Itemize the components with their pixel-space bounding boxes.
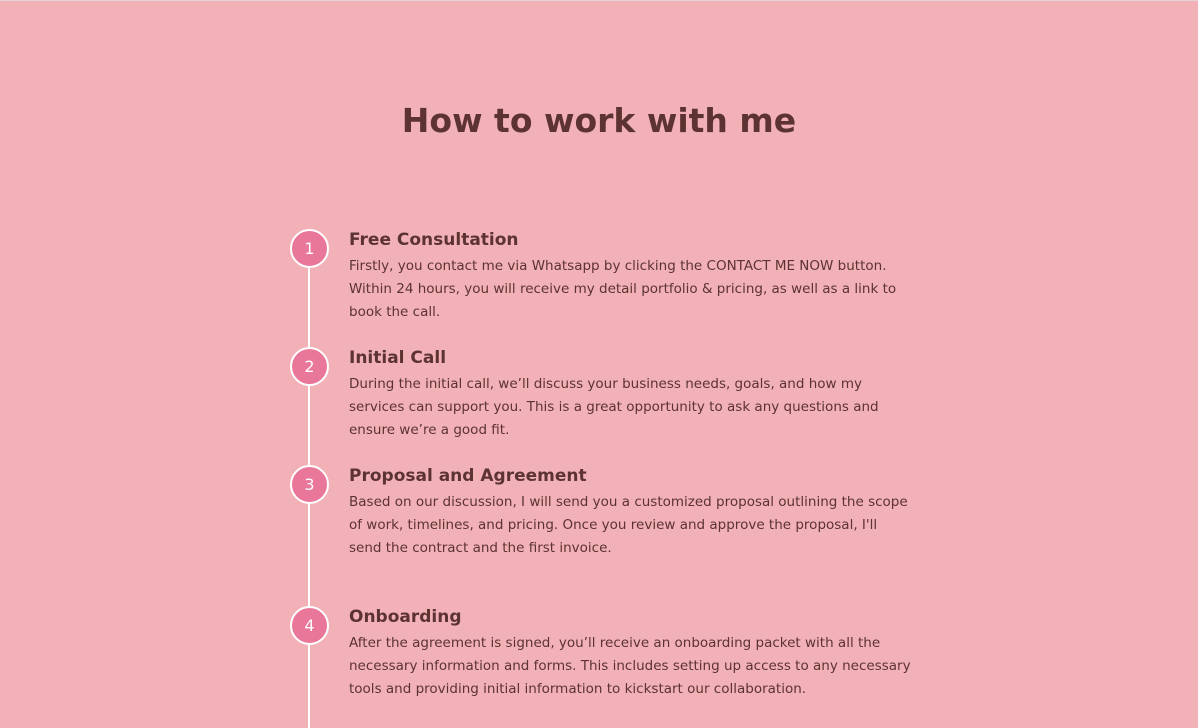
step-description: After the agreement is signed, you’ll receive an onboarding packet with all the necessary information and forms. This includes setting up access to any necessary tools and providing initial information to kickstart our collaboration.	[349, 635, 911, 697]
step-title: Free Consultation	[349, 230, 519, 250]
step-number-badge: 2	[290, 347, 329, 386]
step-number-badge: 1	[290, 229, 329, 268]
section-title: How to work with me	[401, 101, 797, 140]
step-number-badge: 3	[290, 465, 329, 504]
step-content	[349, 229, 911, 323]
step-description: During the initial call, we’ll discuss your business needs, goals, and how my services can support you. This is a great opportunity to ask any questions and ensure we’re a good fit.	[349, 376, 879, 438]
step-description: Firstly, you contact me via Whatsapp by clicking the CONTACT ME NOW button. Within 24 hours, you will receive my detail portfolio & pricing, as well as a link to book the call.	[349, 258, 897, 320]
step-content	[349, 465, 911, 559]
step-title: Onboarding	[349, 607, 462, 627]
step-title: Proposal and Agreement	[349, 466, 587, 486]
step-number-badge: 4	[290, 606, 329, 645]
step-content	[349, 606, 911, 700]
step-description: Based on our discussion, I will send you a customized proposal outlining the scope of work, timelines, and pricing. Once you review and approve the proposal, I'll send the contract and the first invoice.	[349, 494, 908, 556]
step-content	[349, 347, 911, 441]
step-title: Initial Call	[349, 348, 447, 368]
